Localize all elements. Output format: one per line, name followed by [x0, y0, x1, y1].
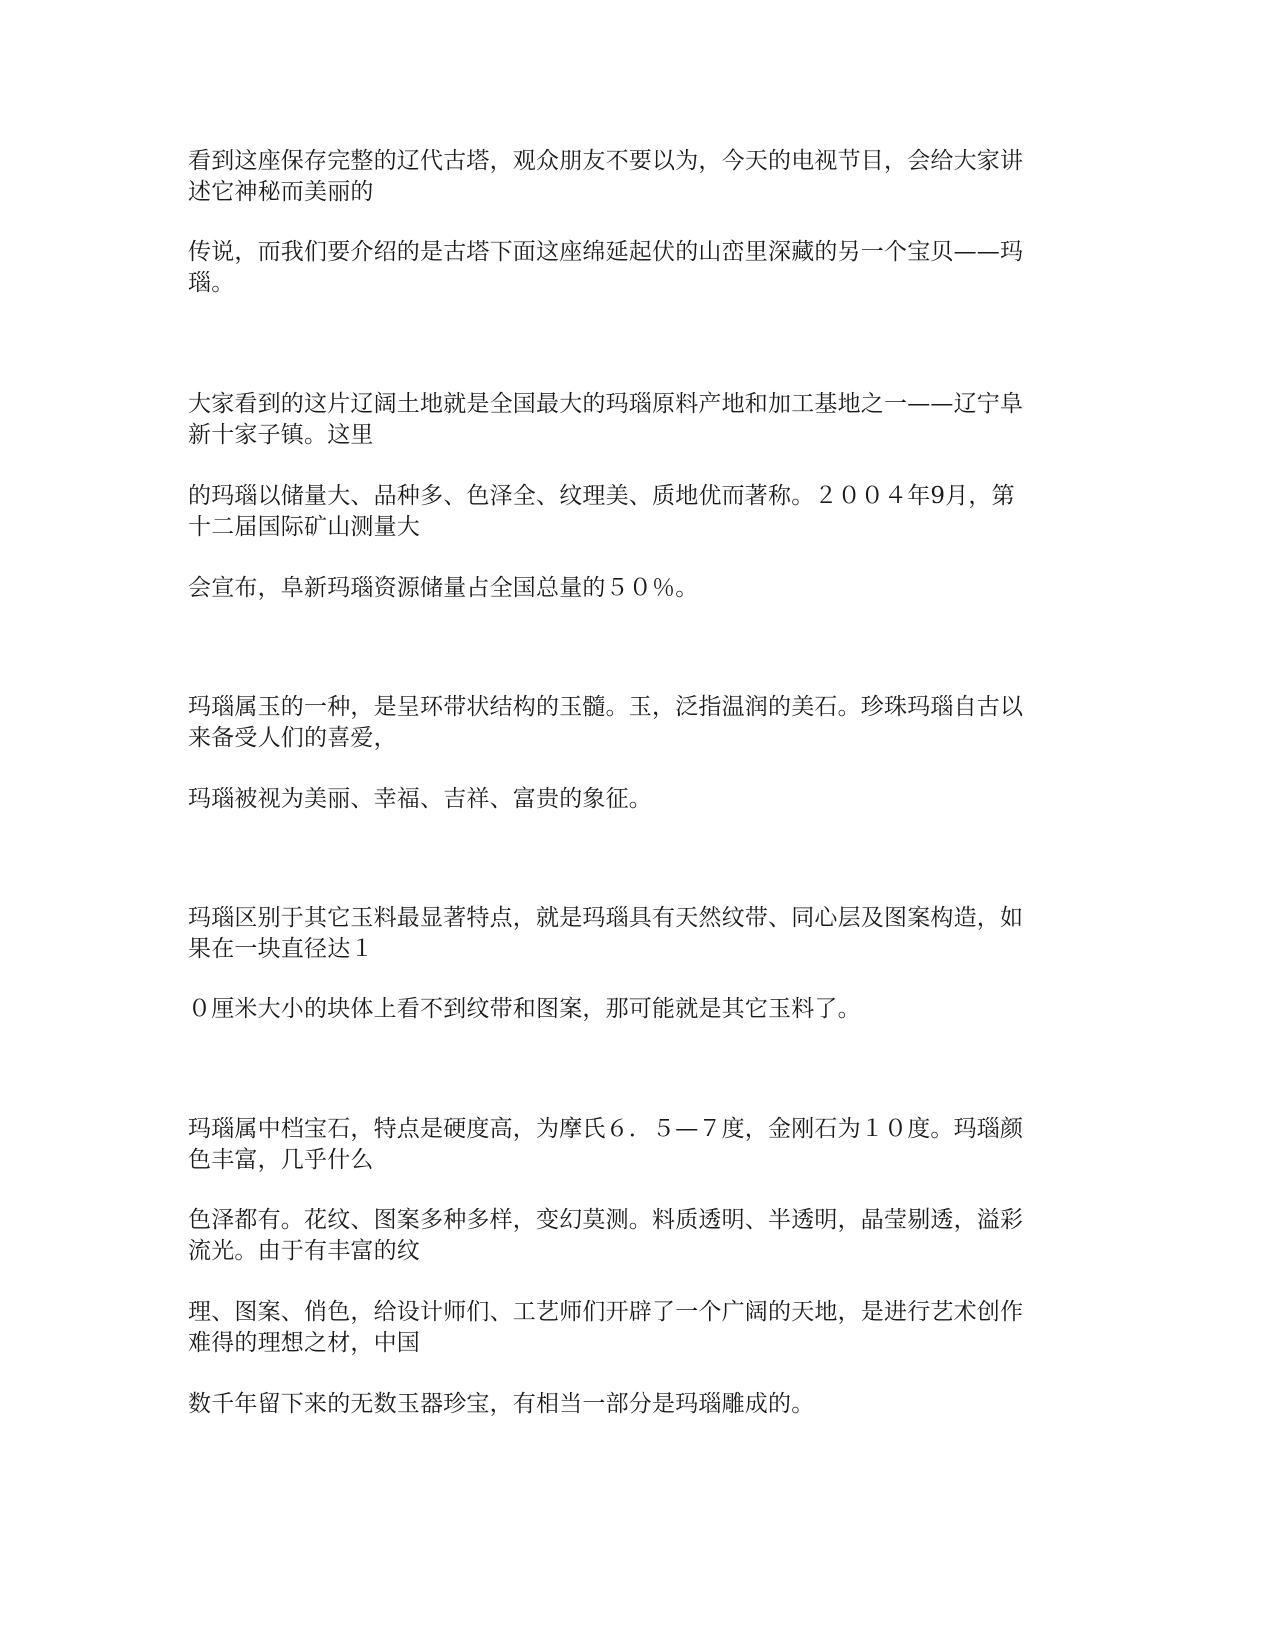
text-line: 难得的理想之材，中国	[188, 1330, 420, 1356]
text-line: 会宣布，阜新玛瑙资源储量占全国总量的５０％。	[188, 575, 699, 601]
text-line: ０厘米大小的块体上看不到纹带和图案，那可能就是其它玉料了。	[188, 996, 861, 1022]
paragraph-7	[188, 784, 1088, 815]
text-line: 玛瑙区别于其它玉料最显著特点，就是玛瑙具有天然纹带、同心层及图案构造，如	[188, 905, 1024, 931]
text-line: 流光。由于有丰富的纹	[188, 1238, 420, 1264]
text-line: 玛瑙属中档宝石，特点是硬度高，为摩氏６．５—７度，金刚石为１０度。玛瑙颜	[188, 1116, 1024, 1142]
text-line: 玛瑙被视为美丽、幸福、吉祥、富贵的象征。	[188, 786, 652, 812]
text-line: 数千年留下来的无数玉器珍宝，有相当一部分是玛瑙雕成的。	[188, 1391, 815, 1417]
text-line: 色丰富，几乎什么	[188, 1147, 374, 1173]
paragraph-1	[188, 146, 1088, 208]
text-line: 理、图案、俏色，给设计师们、工艺师们开辟了一个广阔的天地，是进行艺术创作	[188, 1299, 1024, 1325]
paragraph-6	[188, 692, 1088, 754]
paragraph-13	[188, 1389, 1088, 1420]
text-line: 玛瑙属玉的一种，是呈环带状结构的玉髓。玉，泛指温润的美石。珍珠玛瑙自古以	[188, 694, 1024, 720]
text-line: 果在一块直径达１	[188, 936, 374, 962]
paragraph-3	[188, 389, 1088, 451]
text-line: 瑙。	[188, 270, 235, 296]
paragraph-8	[188, 903, 1088, 965]
paragraph-10	[188, 1114, 1088, 1176]
text-line: 述它神秘而美丽的	[188, 179, 374, 205]
text-line: 色泽都有。花纹、图案多种多样，变幻莫测。料质透明、半透明，晶莹剔透，溢彩	[188, 1207, 1024, 1233]
text-line: 新十家子镇。这里	[188, 422, 374, 448]
text-line: 看到这座保存完整的辽代古塔，观众朋友不要以为，今天的电视节目，会给大家讲	[188, 148, 1024, 174]
paragraph-2	[188, 237, 1088, 299]
paragraph-12	[188, 1297, 1088, 1359]
paragraph-5	[188, 573, 1088, 604]
text-line: 的玛瑙以储量大、品种多、色泽全、纹理美、质地优而著称。２００４年9月，第	[188, 483, 1015, 509]
text-line: 大家看到的这片辽阔土地就是全国最大的玛瑙原料产地和加工基地之一——辽宁阜	[188, 391, 1024, 417]
text-line: 传说，而我们要介绍的是古塔下面这座绵延起伏的山峦里深藏的另一个宝贝——玛	[188, 239, 1024, 265]
paragraph-11	[188, 1205, 1088, 1267]
paragraph-9	[188, 994, 1088, 1025]
text-line: 十二届国际矿山测量大	[188, 514, 420, 540]
text-line: 来备受人们的喜爱，	[188, 725, 397, 751]
paragraph-4	[188, 481, 1088, 543]
